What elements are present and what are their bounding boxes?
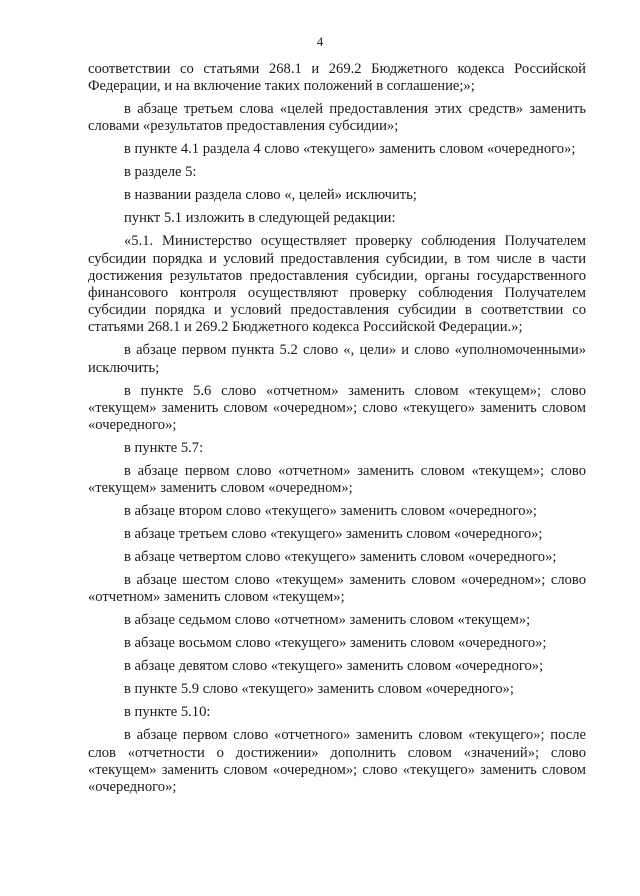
- paragraph: в абзаце первом пункта 5.2 слово «, цели» и слово «уполномоченными» исключить;: [88, 342, 586, 376]
- paragraph: в абзаце шестом слово «текущем» заменить словом «очередном»; слово «отчетном» заменить словом «текущем»;: [88, 572, 586, 606]
- paragraph: пункт 5.1 изложить в следующей редакции:: [124, 210, 396, 227]
- paragraph: в абзаце втором слово «текущего» заменить словом «очередного»;: [124, 503, 537, 520]
- paragraph: в абзаце третьем слово «текущего» заменить словом «очередного»;: [124, 526, 543, 543]
- paragraph: в абзаце первом слово «отчетного» заменить словом «текущего»; после слов «отчетности о достижении» дополнить словом «значений»; слово «текущем» заменить словом «очередном»; слово «текущего» заменить словом «очередного»;: [88, 727, 586, 796]
- paragraph: в абзаце восьмом слово «текущего» заменить словом «очередного»;: [124, 635, 547, 652]
- paragraph: в пункте 5.6 слово «отчетном» заменить словом «текущем»; слово «текущем» заменить словом «очередном»; слово «текущего» заменить словом «очередного»;: [88, 382, 586, 434]
- paragraph: в названии раздела слово «, целей» исключить;: [124, 187, 417, 204]
- paragraph: в абзаце третьем слова «целей предоставления этих средств» заменить словами «результатов предоставления субсидии»;: [88, 101, 586, 135]
- paragraph: в разделе 5:: [124, 164, 197, 181]
- paragraph: в пункте 5.9 слово «текущего» заменить словом «очередного»;: [124, 681, 514, 698]
- paragraph-continuation: соответствии со статьями 268.1 и 269.2 Бюджетного кодекса Российской Федерации, и на включение таких положений в соглашение;»;: [88, 61, 586, 95]
- paragraph: в пункте 4.1 раздела 4 слово «текущего» заменить словом «очередного»;: [124, 141, 576, 158]
- paragraph: в пункте 5.7:: [124, 440, 204, 457]
- page-number: 4: [316, 34, 324, 49]
- paragraph: в пункте 5.10:: [124, 704, 211, 721]
- paragraph: в абзаце четвертом слово «текущего» заменить словом «очередного»;: [124, 549, 557, 566]
- paragraph: в абзаце первом слово «отчетном» заменить словом «текущем»; слово «текущем» заменить словом «очередном»;: [88, 463, 586, 497]
- document-body: [88, 61, 586, 802]
- paragraph-quoted-clause: «5.1. Министерство осуществляет проверку соблюдения Получателем субсидии порядка и условий предоставления субсидии, в том числе в части достижения результатов предоставления субсидии, органы государственного финансового контроля осуществляют проверку соблюдения Получателем субсидии порядка и условий предоставления субсидии в соответствии со статьями 268.1 и 269.2 Бюджетного кодекса Российской Федерации.»;: [88, 233, 586, 336]
- paragraph: в абзаце седьмом слово «отчетном» заменить словом «текущем»;: [124, 612, 531, 629]
- paragraph: в абзаце девятом слово «текущего» заменить словом «очередного»;: [124, 658, 544, 675]
